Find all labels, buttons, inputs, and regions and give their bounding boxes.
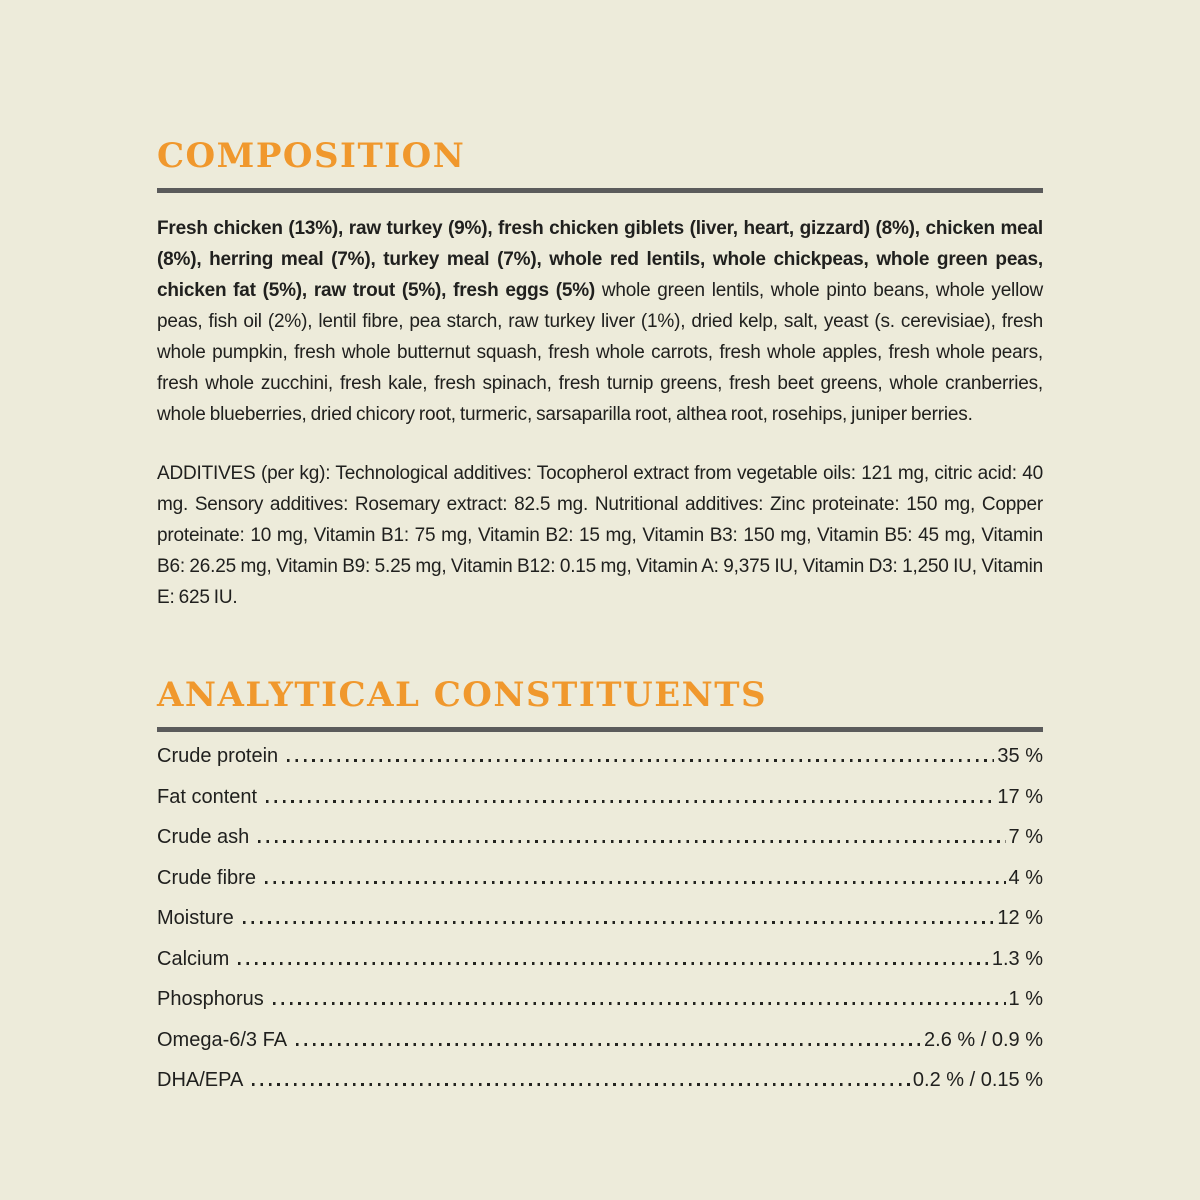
analytical-row — [157, 745, 1043, 786]
constituent-label: Crude fibre — [157, 866, 256, 889]
ingredients-primary-text: Fresh chicken (13%), raw turkey (9%), fresh chicken giblets (liver, heart, gizzard) (8%), chicken meal (8%), herring meal (7%), turkey meal (7%), whole red lentils, whole chickpeas, whole green peas, chicken fat (5%), raw trout (5%), fresh eggs (5%) — [157, 218, 1043, 301]
constituent-label: Calcium — [157, 947, 230, 970]
constituent-value: 4 % — [1008, 866, 1043, 889]
analytical-row — [157, 948, 1043, 989]
dot-leader — [266, 800, 994, 803]
analytical-row — [157, 826, 1043, 867]
constituent-label: Omega-6/3 FA — [157, 1028, 288, 1051]
analytical-row — [157, 1029, 1043, 1070]
composition-title: COMPOSITION — [157, 136, 466, 176]
analytical-title: ANALYTICAL CONSTITUENTS — [157, 675, 768, 715]
analytical-row — [157, 867, 1043, 908]
constituent-label: Phosphorus — [157, 988, 264, 1010]
analytical-row — [157, 786, 1043, 827]
composition-divider — [157, 188, 1043, 193]
composition-section — [157, 136, 1043, 613]
constituent-label: Moisture — [157, 907, 234, 929]
dot-leader — [243, 921, 995, 924]
constituent-value: 12 % — [997, 907, 1043, 929]
constituent-label: Crude protein — [157, 745, 279, 767]
analytical-row — [157, 907, 1043, 948]
constituent-value: 2.6 % / 0.9 % — [924, 1028, 1043, 1051]
analytical-table — [157, 745, 1043, 1110]
ingredients-secondary-text: whole green lentils, whole pinto beans, whole yellow peas, fish oil (2%), lentil fibre, pea starch, raw turkey liver (1%), dried kelp, salt, yeast (s. cerevisiae), fresh whole pumpkin, fresh whole butternut squash, fresh whole carrots, fresh whole apples, fresh whole pears, fresh whole zucchini, fresh kale, fresh spinach, fresh turnip greens, fresh beet greens, whole cranberries, whole blueberries, dried chicory root, turmeric, sarsaparilla root, althea root, rosehips, juniper berries. — [157, 280, 1043, 425]
constituent-label: Crude ash — [157, 826, 250, 848]
constituent-value: 35 % — [997, 745, 1043, 767]
dot-leader — [296, 1043, 921, 1046]
analytical-row — [157, 1069, 1043, 1110]
constituent-value: 1.3 % — [991, 947, 1043, 970]
dot-leader — [287, 759, 994, 762]
analytical-section — [157, 675, 1043, 1110]
constituent-value: 7 % — [1008, 826, 1043, 848]
constituent-label: Fat content — [157, 785, 258, 808]
constituent-label: DHA/EPA — [157, 1069, 244, 1091]
constituent-value: 0.2 % / 0.15 % — [912, 1069, 1043, 1091]
dot-leader — [238, 962, 989, 965]
dot-leader — [273, 1002, 1006, 1005]
additives-paragraph: ADDITIVES (per kg): Technological additives: Tocopherol extract from vegetable oils: 121 mg, citric acid: 40 mg. Sensory additives: Rosemary extract: 82.5 mg. Nutritional additives: Zinc proteinate: 150 mg, Copper proteinate: 10 mg, Vitamin B1: 75 mg, Vitamin B2: 15 mg, Vitamin B3: 150 mg, Vitamin B5: 45 mg, Vitamin B6: 26.25 mg, Vitamin B9: 5.25 mg, Vitamin B12: 0.15 mg, Vitamin A: 9,375 IU, Vitamin D3: 1,250 IU, Vitamin E: 625 IU. — [157, 463, 1043, 608]
dot-leader — [265, 881, 1006, 884]
analytical-divider — [157, 727, 1043, 732]
dot-leader — [252, 1083, 910, 1086]
ingredients-paragraph — [157, 213, 1043, 430]
analytical-row — [157, 988, 1043, 1029]
dot-leader — [258, 840, 1005, 843]
constituent-value: 1 % — [1008, 988, 1043, 1010]
constituent-value: 17 % — [997, 785, 1043, 808]
